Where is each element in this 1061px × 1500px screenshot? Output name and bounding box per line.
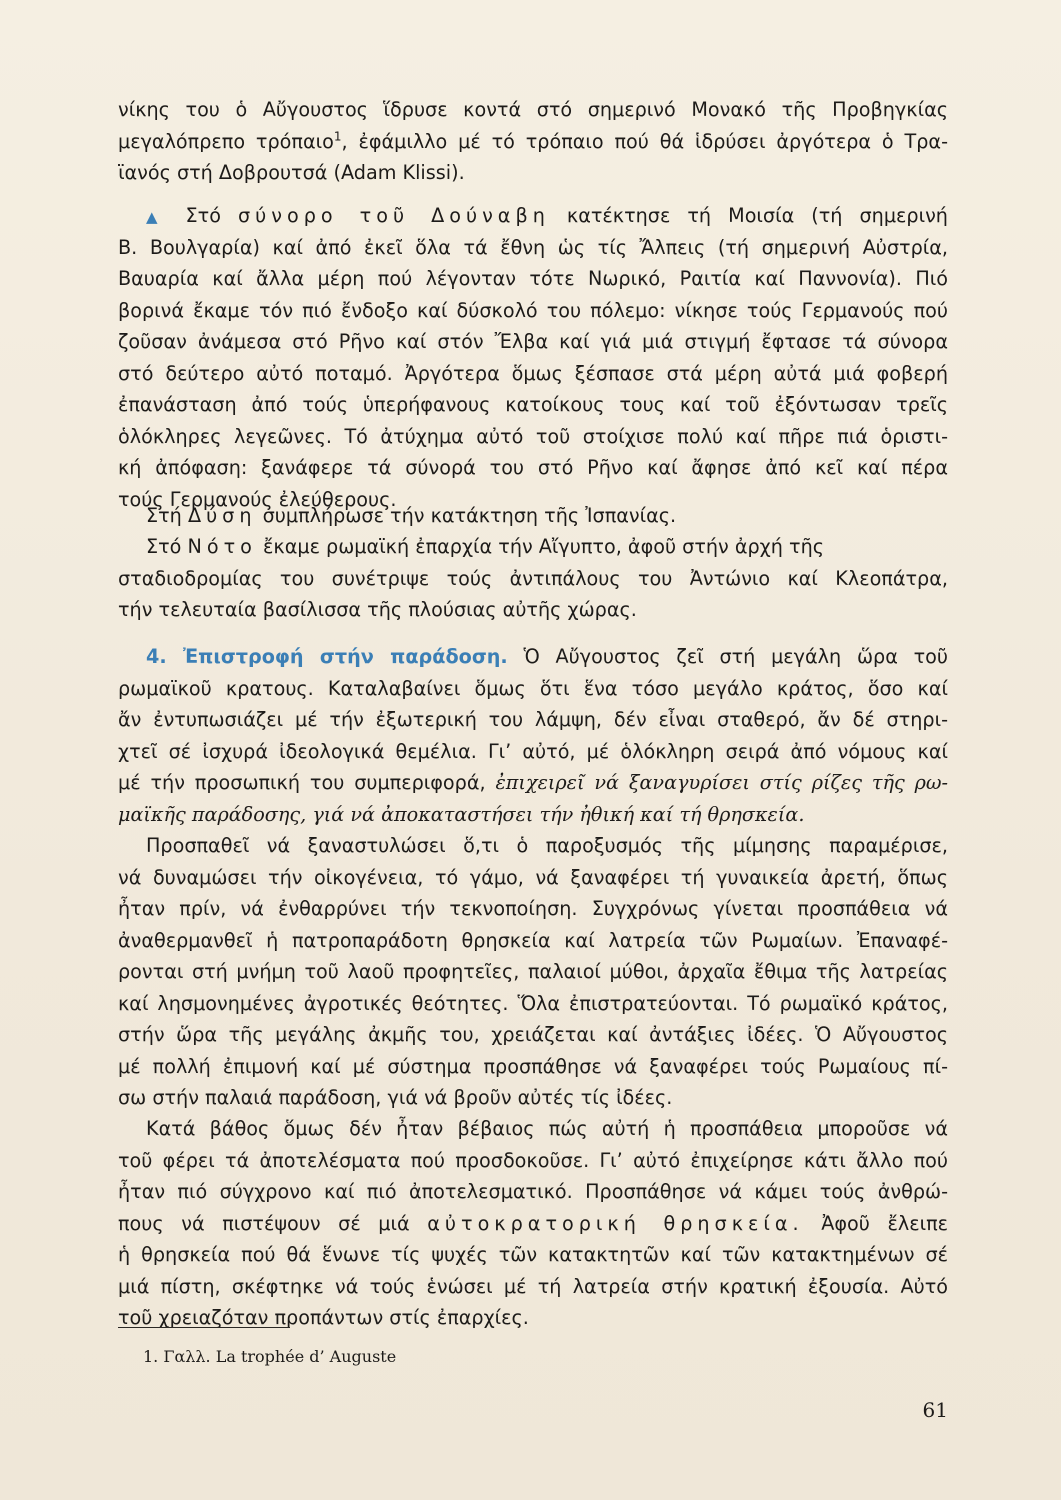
- text-line: [118, 767, 948, 799]
- text-line: σω στήν παλαιά παράδοση, γιά νά βροῦν αὐτές τίς ἰδέες.: [118, 1086, 673, 1109]
- text-line: τούς Γερμανούς ἐλεύθερους.: [118, 487, 397, 511]
- text-line: Προσπαθεῖ νά ξαναστυλώσει ὅ,τι ὁ παροξυσμός τῆς μίμησης παραμέρισε,: [146, 834, 948, 857]
- text-line: στήν ὥρα τῆς μεγάλης ἀκμῆς του, χρειάζεται καί ἀντάξιες ἰδέες. Ὁ Αὔγουστος: [118, 1023, 948, 1046]
- paragraph-west: [118, 500, 948, 532]
- text-line: βορινά ἔκαμε τόν πιό ἔνδοξο καί δύσκολό του πόλεμο: νίκησε τούς Γερμανούς πού: [118, 298, 948, 322]
- text-fragment: πους νά πιστέψουν σέ μιά: [118, 1211, 410, 1235]
- text-line: ρονται στή μνήμη τοῦ λαοῦ προφητεῖες, παλαιοί μύθοι, ἀρχαῖα ἔθιμα τῆς λατρείας: [118, 960, 948, 983]
- text-line: [118, 531, 948, 563]
- text-fragment: μέ τήν προσωπική του συμπεριφορά,: [118, 771, 486, 794]
- text-line: [118, 641, 948, 673]
- text-line: καί λησμονημένες ἀγροτικές θεότητες. Ὅλα ἐπιστρατεύονται. Τό ρωμαϊκό κράτος,: [118, 991, 948, 1015]
- text-line: [118, 126, 948, 158]
- text-line: ἀναθερμανθεῖ ἡ πατροπαράδοτη θρησκεία καί λατρεία τῶν Ρωμαίων. Ἐπαναφέ-: [118, 928, 948, 952]
- italic-emphasis: μαϊκῆς παράδοσης, γιά νά ἀποκαταστήσει τήν ἠθική καί τή θρησκεία.: [118, 802, 805, 826]
- triangle-marker-icon: ▲: [146, 208, 169, 226]
- text-line: σταδιοδρομίας του συνέτριψε τούς ἀντιπάλους του Ἀντώνιο καί Κλεοπάτρα,: [118, 566, 948, 590]
- text-fragment: μεγαλόπρεπο τρόπαιο: [118, 129, 334, 153]
- text-line: τήν τελευταία βασίλισσα τῆς πλούσιας αὐτῆς χώρας.: [118, 598, 637, 621]
- text-fragment: ἔκαμε ρωμαϊκή ἐπαρχία τήν Αἴγυπτο, ἀφοῦ στήν ἀρχή τῆς: [263, 535, 825, 558]
- paragraph-restoration: [118, 830, 948, 1114]
- text-line: τοῦ φέρει τά ἀποτελέσματα πού προσδοκοῦσε. Γι’ αὐτό ἐπιχείρησε κάτι ἄλλο πού: [118, 1148, 948, 1172]
- paragraph-south: [118, 531, 948, 626]
- text-line: [118, 799, 948, 831]
- text-line: ἡ θρησκεία πού θά ἕνωνε τίς ψυχές τῶν κατακτητῶν καί τῶν κατακτημένων σέ: [118, 1243, 948, 1266]
- text-line: [118, 500, 948, 532]
- page-number: 61: [922, 1398, 948, 1422]
- paragraph-conquests-intro: [118, 94, 948, 189]
- text-line: κή ἀπόφαση: ξανάφερε τά σύνορά του στό Ρῆνο καί ἄφησε ἀπό κεῖ καί πέρα: [118, 456, 948, 479]
- text-line: μέ πολλή ἐπιμονή καί μέ σύστημα προσπάθησε νά ξαναφέρει τούς Ρωμαίους πί-: [118, 1054, 948, 1078]
- text-fragment: Στό: [185, 204, 221, 227]
- text-fragment: Στή: [146, 504, 182, 527]
- spaced-emphasis: Νότο: [187, 535, 257, 558]
- paragraph-imperial-religion: [118, 1113, 948, 1334]
- text-line: ζοῦσαν ἀνάμεσα στό Ρῆνο καί στόν Ἔλβα καί γιά μιά στιγμή ἔφτασε τά σύνορα: [118, 330, 948, 353]
- text-line: ρωμαϊκοῦ κρατους. Καταλαβαίνει ὅμως ὅτι ἕνα τόσο μεγάλο κράτος, ὅσο καί: [118, 676, 948, 700]
- text-line: χτεῖ σέ ἰσχυρά ἰδεολογικά θεμέλια. Γι’ αὐτό, μέ ὁλόκληρη σειρά ἀπό νόμους καί: [118, 739, 948, 763]
- text-line: Βαυαρία καί ἄλλα μέρη πού λέγονταν τότε Νωρικό, Ραιτία καί Παννονία). Πιό: [118, 267, 948, 290]
- paragraph-danube: [118, 200, 948, 515]
- text-line: Κατά βάθος ὅμως δέν ἦταν βέβαιος πώς αὐτή ἡ προσπάθεια μποροῦσε νά: [146, 1117, 948, 1140]
- text-line: νίκης του ὁ Αὔγουστος ἵδρυσε κοντά στό σημερινό Μονακό τῆς Προβηγκίας: [118, 98, 948, 121]
- text-fragment: Ὁ Αὔγουστος ζεῖ στή μεγάλη ὥρα τοῦ: [523, 645, 948, 668]
- text-line: ἄν ἐντυπωσιάζει μέ τήν ἐξωτερική του λάμψη, δέν εἶναι σταθερό, ἄν δέ στηρι-: [118, 708, 948, 731]
- text-line: [118, 1208, 948, 1240]
- text-line: ϊανός στή Δοβρουτσά (Adam Klissi).: [118, 161, 465, 184]
- section-heading: 4. Ἐπιστροφή στήν παράδοση.: [146, 645, 508, 668]
- text-line: ἦταν πρίν, νά ἐνθαρρύνει τήν τεκνοποίηση. Συγχρόνως γίνεται προσπάθεια νά: [118, 897, 948, 920]
- text-fragment: Στό: [146, 535, 182, 558]
- text-line: ὁλόκληρες λεγεῶνες. Τό ἀτύχημα αὐτό τοῦ στοίχισε πολύ καί πῆρε πιά ὁριστι-: [118, 424, 948, 448]
- section-4: [118, 641, 948, 830]
- italic-emphasis: ἐπιχειρεῖ νά ξαναγυρίσει στίς ρίζες τῆς ρω-: [495, 771, 948, 794]
- text-line: [118, 200, 948, 232]
- text-line: μιά πίστη, σκέφτηκε νά τούς ἑνώσει μέ τή λατρεία στήν κρατική ἐξουσία. Αὐτό: [118, 1274, 948, 1298]
- spaced-emphasis: Δύση: [187, 504, 257, 527]
- footnote: 1. Γαλλ. La trophée d’ Auguste: [143, 1347, 397, 1366]
- text-line: στό δεύτερο αὐτό ποταμό. Ἀργότερα ὅμως ξέσπασε στά μέρη αὐτά μιά φοβερή: [118, 361, 948, 385]
- text-fragment: Ἀφοῦ ἔλειπε: [821, 1211, 948, 1235]
- text-fragment: συμπλήρωσε τήν κατάκτηση τῆς Ἰσπανίας.: [262, 504, 677, 527]
- text-fragment: , ἐφάμιλλο μέ τό τρόπαιο πού θά ἱδρύσει ἀργότερα ὁ Τρα-: [341, 129, 948, 153]
- text-line: ἦταν πιό σύγχρονο καί πιό ἀποτελεσματικό. Προσπάθησε νά κάμει τούς ἀνθρώ-: [118, 1180, 948, 1203]
- footnote-marker: 1: [333, 129, 342, 144]
- text-line: τοῦ χρειαζόταν προπάντων στίς ἐπαρχίες.: [118, 1306, 529, 1329]
- text-line: ἐπανάσταση ἀπό τούς ὑπερήφανους κατοίκους τους καί τοῦ ἐξόντωσαν τρεῖς: [118, 393, 948, 416]
- text-fragment: κατέκτησε τή Μοισία (τή σημερινή: [566, 204, 948, 227]
- spaced-emphasis: σύνορο τοῦ Δούναβη: [238, 204, 550, 227]
- text-line: νά δυναμώσει τήν οἰκογένεια, τό γάμο, νά ξαναφέρει τή γυναικεία ἀρετή, ὅπως: [118, 865, 948, 889]
- spaced-emphasis: αὐτοκρατορική θρησκεία.: [427, 1211, 804, 1235]
- text-line: Β. Βουλγαρία) καί ἀπό ἐκεῖ ὅλα τά ἔθνη ὡς τίς Ἄλπεις (τή σημερινή Αὐστρία,: [118, 235, 948, 259]
- footnote-divider: [118, 1327, 290, 1328]
